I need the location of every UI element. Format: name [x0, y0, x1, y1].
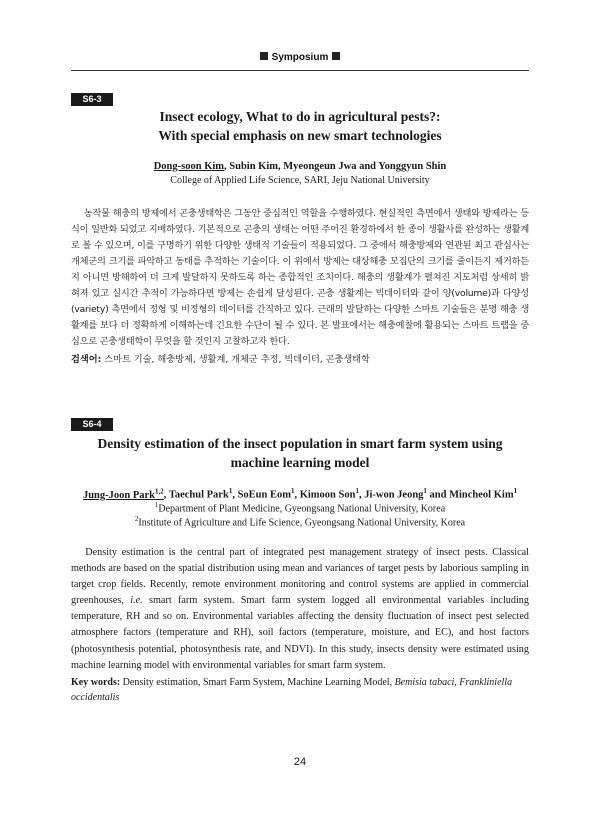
author-superscript: 1,2	[155, 487, 164, 495]
keywords	[71, 675, 529, 705]
author-superscript: 1	[290, 487, 295, 495]
keyword-separator: ,	[454, 677, 460, 688]
affiliation-text: Institute of Agriculture and Life Science, Gyeongsang National University, Korea	[138, 517, 466, 529]
presenting-author: Dong-soon Kim	[153, 161, 225, 172]
keywords	[71, 352, 529, 367]
author-superscript: 1	[228, 487, 233, 495]
co-authors: , Subin Kim, Myeongeun Jwa and Yonggyun Shin	[224, 161, 447, 172]
author-list	[71, 160, 529, 174]
abstract-segment: Density estimation is the central part of integrated pest management strategy of insect pests. Classical methods are based on the spatial distribution using mean and variances of target pests by laborious sampling in target crop fields. Recently, remote environment monitoring and control systems are applied in commercial greenhouses,	[71, 547, 529, 607]
title-line: machine learning model	[230, 455, 370, 470]
co-author: Taechul Park	[168, 489, 229, 501]
abstract-text	[71, 545, 529, 674]
page-number: 24	[293, 756, 307, 768]
author-superscript: 1	[423, 487, 427, 495]
affiliation-superscript: 1	[154, 501, 159, 509]
title-line: With special emphasis on new smart technologies	[158, 128, 442, 143]
author-separator: and	[426, 489, 450, 501]
running-header	[0, 52, 600, 63]
co-author: Kimoon Son	[299, 489, 356, 501]
author-separator: ,	[163, 489, 169, 501]
author-superscript: 1	[513, 487, 518, 495]
affiliation	[71, 513, 529, 529]
affiliation: College of Applied Life Science, SARI, Jeju National University	[170, 175, 430, 186]
keywords-list: 스마트 기술, 해충방제, 생활계, 개체군 추정, 빅데이터, 곤충생태학	[101, 354, 371, 365]
presenting-author-name: Jung-Joon Park	[82, 489, 155, 501]
abstract-italic: i.e.	[130, 595, 143, 607]
header-label: Symposium	[271, 52, 329, 63]
abstract-text: 농작물 해충의 방제에서 곤충생태학은 그동안 중심적인 역할을 수행하였다. 현실적인 측면에서 생태와 방제라는 등식이 일반화 되었고 지배하였다. 기본적으로 곤충의 생태는 어떤 주어진 환경하에서 한 종이 생활사를 완성하는 생활계로 볼 수 있으며, 이를 구명하기 위한 다양한 생태적 기술들이 적용되었다. 그 중에서 해충방제와 연관된 최고 관심사는 개체군의 크기를 파악하고 동태를 추적하는 기술이다. 이 위에서 방제는 대상해충 모집단의 크기를 줄이든지 제거하든지 아니면 방해하여 더 크게 발달하지 못하도록 하는 종합적인 조치이다. 해충의 생활계가 펼쳐진 지도처럼 상세히 밝혀져 있고 실시간 추적이 가능하다면 방제는 손쉽게 달성된다. 곤충 생활계는 빅데이터와 같이 양(volume)과 다양성(variety) 측면에서 정형 및 비정형의 데이터를 간직하고 있다. 근래의 발달하는 다양한 스마트 기술들은 분명 해충 생활계를 보다 더 정확하게 이해하는데 긴요한 수단이 될 수 있다. 본 발표에서는 해충예찰에 활용되는 스마트 트랩을 중심으로 곤충생태학이 무엇을 할 것인지 고찰하고자 한다.	[71, 208, 529, 347]
co-author: Ji-won Jeong	[364, 489, 424, 501]
paper-title	[71, 107, 529, 145]
square-bullet-icon	[260, 52, 268, 60]
author-separator: ,	[232, 489, 238, 501]
session-code-badge: S6-4	[71, 418, 113, 431]
author-separator: ,	[294, 489, 300, 501]
keyword-species: Frankliniella occidentalis	[71, 677, 513, 703]
co-author: SoEun Eom	[237, 489, 291, 501]
keyword-species: Bemisia tabaci	[394, 677, 455, 688]
title-line: Insect ecology, What to do in agricultural pests?:	[159, 109, 441, 124]
author-separator: ,	[358, 489, 365, 501]
abstract-segment: smart farm system. Smart farm system logged all environmental variables including temperature, RH and so on. Environmental variables affecting the density fluctuation of insect pest selected atmosphere factors (temperature and RH), soil factors (temperature, moisture, and EC), and host factors (photosynthesis potential, photosynthesis rate, and NDVI). In this study, insects density were estimated using machine learning model with environmental variables for smart farm system.	[71, 595, 529, 671]
paper-title	[71, 434, 529, 472]
author-superscript: 1	[355, 487, 359, 495]
square-bullet-icon	[332, 52, 340, 60]
keywords-list: Density estimation, Smart Farm System, Machine Learning Model,	[120, 677, 395, 688]
affiliation-text: Department of Plant Medicine, Gyeongsang National University, Korea	[158, 503, 446, 515]
session-code-badge: S6-3	[71, 93, 113, 106]
keywords-label: Key words:	[71, 677, 121, 688]
header-divider	[71, 70, 529, 71]
affiliation-superscript: 2	[134, 515, 139, 523]
title-line: Density estimation of the insect population in smart farm system using	[97, 436, 503, 451]
keywords-label: 검색어:	[71, 354, 102, 365]
co-author: Mincheol Kim	[449, 489, 514, 501]
